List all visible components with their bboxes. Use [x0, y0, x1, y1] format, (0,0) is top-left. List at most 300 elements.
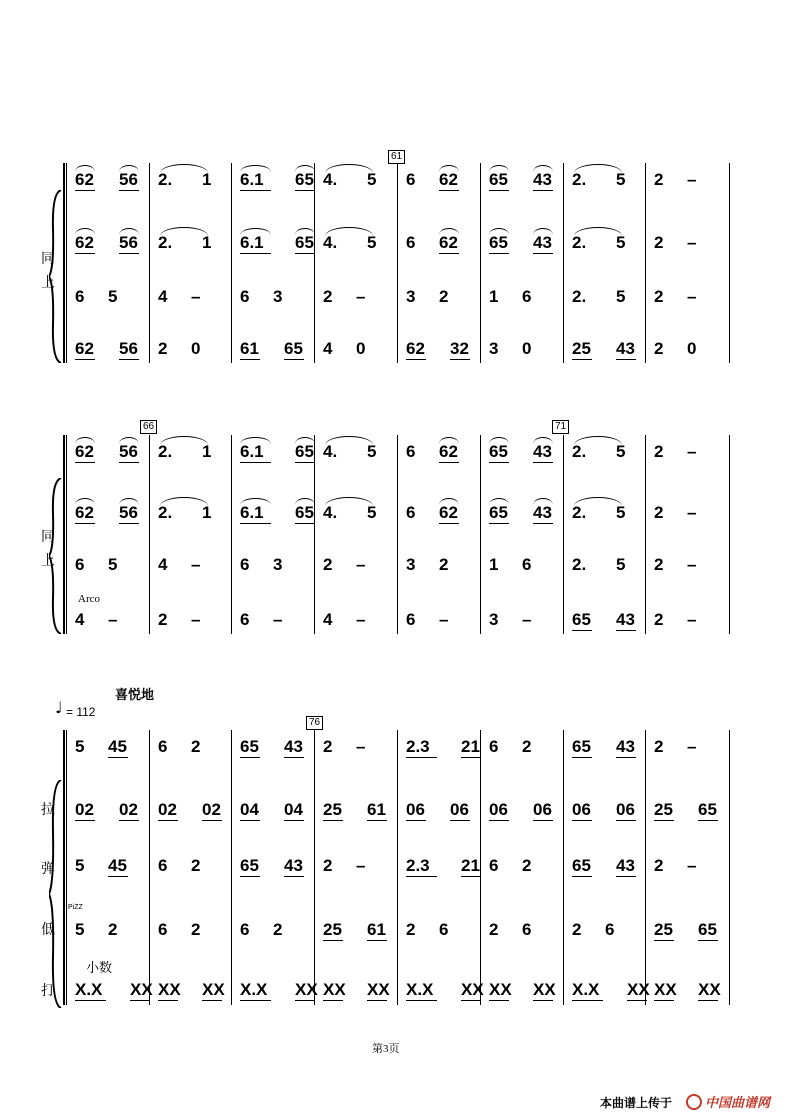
- system2-row1-m0-g0-beam: [75, 523, 95, 524]
- system2-row0-m1-g0: 2.: [158, 442, 173, 461]
- system1-row1-m2-g1-beam: [295, 253, 315, 254]
- system3-row1-m4-g0-beam: [406, 820, 426, 821]
- system1-row0-m3-tie: [325, 164, 373, 173]
- system2-row1-m1-g1: 1: [202, 503, 212, 522]
- system3-row2-m4-g0: 2.3: [406, 856, 430, 875]
- system3-row0-m2-g0-beam: [240, 757, 260, 758]
- system2-row0-m2-g0-beam: [240, 462, 271, 463]
- system1-row0-m7-g1: –: [687, 170, 697, 189]
- label-s3-1: 拉: [41, 801, 55, 817]
- system1-row3-m0-g0: 62: [75, 339, 94, 358]
- system2-row1-m6-g1: 5: [616, 503, 626, 522]
- system1-row0-m6-g0: 2.: [572, 170, 587, 189]
- system3-row3-m4-g1: 6: [439, 920, 449, 939]
- rehearsal-mark-71: 71: [552, 420, 569, 434]
- system1-row3-m4-g1: 32: [450, 339, 469, 358]
- system2-row1-m5-g0-beam: [489, 523, 509, 524]
- system1-row3-m2-g1-beam: [284, 359, 304, 360]
- system3-row2-m7-g1: –: [687, 856, 697, 875]
- system2-row3-m5-g1: –: [522, 610, 532, 629]
- system1-row1-m4-g1-beam: [439, 253, 459, 254]
- system3-row4-m6-g1: XX: [627, 980, 650, 999]
- system2-row1-m2-g1: 65: [295, 503, 314, 522]
- system2-row1-m2-g1-beam: [295, 523, 315, 524]
- system3-row3-m7-g1: 65: [698, 920, 717, 939]
- system3-row0-m6-g0: 65: [572, 737, 591, 756]
- system3-row0-m3-g0: 2: [323, 737, 333, 756]
- system3-row4-m6-g0: X.X: [572, 980, 600, 999]
- system3-row0-m7-g1: –: [687, 737, 697, 756]
- system1-row2-m3-g1: –: [356, 287, 366, 306]
- system1-row0-m5-g1: 43: [533, 170, 552, 189]
- system2-row0-m5-g1-beam: [533, 462, 553, 463]
- system1-row2-m2-g1: 3: [273, 287, 283, 306]
- tempo-expression: 喜悦地: [115, 687, 155, 702]
- system3-barline-2: [231, 730, 232, 1005]
- system2-row0-m5-g0-slur: [489, 437, 509, 444]
- system3-row2-m1-g1: 2: [191, 856, 201, 875]
- system1-barline-6: [563, 163, 564, 363]
- system1-row3-m5-g1: 0: [522, 339, 532, 358]
- system2-barline-6: [563, 435, 564, 634]
- label-s3-2: 弹: [41, 860, 55, 876]
- system1-row3-m7-g1: 0: [687, 339, 697, 358]
- system2-row0-m0-g0-slur: [75, 437, 95, 444]
- system2-row3-m6-g0-beam: [572, 630, 592, 631]
- system3-row1-m3-g1-beam: [367, 820, 387, 821]
- system1-row3-m0-g1-beam: [119, 359, 139, 360]
- system3-row4-m4-g0-beam: [406, 1000, 437, 1001]
- system3-row0-m4-g0-beam: [406, 757, 437, 758]
- system1-row1-m1-g1: 1: [202, 233, 212, 252]
- system2-row3-m6-g1: 43: [616, 610, 635, 629]
- system1-row1-m2-g0-beam: [240, 253, 271, 254]
- system3-row1-m3-g1: 61: [367, 800, 386, 819]
- system1-row3-m4-g0: 62: [406, 339, 425, 358]
- system2-row3-m4-g1: –: [439, 610, 449, 629]
- system3-row4-m1-g1-beam: [202, 1000, 222, 1001]
- system2-row0-m0-g0: 62: [75, 442, 94, 461]
- system1-row1-m5-g0: 65: [489, 233, 508, 252]
- system3-row1-m6-g0: 06: [572, 800, 591, 819]
- system3-row1-m5-g0-beam: [489, 820, 509, 821]
- system3-row1-m5-g0: 06: [489, 800, 508, 819]
- system2-row1-m0-g0-slur: [75, 498, 95, 505]
- system3-row4-m0-g1-beam: [130, 1000, 150, 1001]
- system3-row3-m7-g0-beam: [654, 940, 674, 941]
- system2-row0-m5-g0: 65: [489, 442, 508, 461]
- system3-barline-6: [563, 730, 564, 1005]
- system3-row1-m4-g1-beam: [450, 820, 470, 821]
- label-s2-2: 上: [41, 552, 55, 568]
- system2-barline-1: [149, 435, 150, 634]
- system1-row1-m0-g1-beam: [119, 253, 139, 254]
- system1-row1-m2-g0: 6.1: [240, 233, 264, 252]
- system1-barline-5: [480, 163, 481, 363]
- system1-row2-m5-g1: 6: [522, 287, 532, 306]
- system2-row0-m2-g1: 65: [295, 442, 314, 461]
- system1-row0-m7-g0: 2: [654, 170, 664, 189]
- system1-row0-m0-g1: 56: [119, 170, 138, 189]
- system2-row0-m2-g0-slur: [240, 437, 271, 444]
- system3-row3-m7-g1-beam: [698, 940, 718, 941]
- system3-row0-m0-g0: 5: [75, 737, 85, 756]
- system1-row2-m6-g1: 5: [616, 287, 626, 306]
- system3-row3-m3-g0-beam: [323, 940, 343, 941]
- system1-row2-m0-g0: 6: [75, 287, 85, 306]
- system2-row1-m4-g1-slur: [439, 498, 459, 505]
- system3-row2-m6-g1-beam: [616, 876, 636, 877]
- system3-row2-m0-g1-beam: [108, 876, 128, 877]
- system3-row4-m4-g1: XX: [461, 980, 484, 999]
- system3-row4-m7-g1-beam: [698, 1000, 718, 1001]
- system2-row0-m4-g1: 62: [439, 442, 458, 461]
- system3-row4-m4-g0: X.X: [406, 980, 434, 999]
- label-s1-1: 同: [41, 250, 55, 266]
- system3-row4-m0-g1: XX: [130, 980, 153, 999]
- system2-row1-m0-g1: 56: [119, 503, 138, 522]
- system3-row4-m7-g0-beam: [654, 1000, 674, 1001]
- system3-row1-m5-g1: 06: [533, 800, 552, 819]
- system3-row0-m2-g1-beam: [284, 757, 304, 758]
- system2-row1-m2-g0-slur: [240, 498, 271, 505]
- system1-barline-1: [149, 163, 150, 363]
- system1-row1-m1-g0: 2.: [158, 233, 173, 252]
- system3-barline-8: [729, 730, 730, 1005]
- system2-row1-m4-g1-beam: [439, 523, 459, 524]
- system1-row0-m5-g1-beam: [533, 190, 553, 191]
- system3-left-rule: [63, 730, 65, 1005]
- system3-barline-1: [149, 730, 150, 1005]
- system1-row0-m0-g1-beam: [119, 190, 139, 191]
- system1-row2-m3-g0: 2: [323, 287, 333, 306]
- system3-row1-m6-g1: 06: [616, 800, 635, 819]
- system1-row1-m6-g1: 5: [616, 233, 626, 252]
- system3-row4-m5-g0: XX: [489, 980, 512, 999]
- system2-row1-m6-tie: [574, 497, 622, 506]
- system3-row4-m6-g0-beam: [572, 1000, 603, 1001]
- system3-row1-m1-g1-beam: [202, 820, 222, 821]
- system3-row1-m4-g0: 06: [406, 800, 425, 819]
- system2-row3-m2-g1: –: [273, 610, 283, 629]
- system1-row3-m6-g0: 25: [572, 339, 591, 358]
- system3-row2-m6-g1: 43: [616, 856, 635, 875]
- system1-row2-m6-g0: 2.: [572, 287, 587, 306]
- system3-row1-m6-g0-beam: [572, 820, 592, 821]
- system2-row2-m6-g1: 5: [616, 555, 626, 574]
- system3-row3-m1-g0: 6: [158, 920, 168, 939]
- system3-row4-m0-g0: X.X: [75, 980, 103, 999]
- system1-row0-m3-g0: 4.: [323, 170, 338, 189]
- system2-row0-m7-g0: 2: [654, 442, 664, 461]
- system1-row2-m5-g0: 1: [489, 287, 499, 306]
- system1-row3-m6-g1: 43: [616, 339, 635, 358]
- system3-row1-m2-g1: 04: [284, 800, 303, 819]
- system3-row1-m7-g0-beam: [654, 820, 674, 821]
- system3-row3-m3-g1: 61: [367, 920, 386, 939]
- system1-row2-m4-g1: 2: [439, 287, 449, 306]
- system3-row3-m6-g0: 2: [572, 920, 582, 939]
- system3-row0-m2-g1: 43: [284, 737, 303, 756]
- system3-row0-m6-g1-beam: [616, 757, 636, 758]
- system3-row4-m0-g0-beam: [75, 1000, 106, 1001]
- system3-row0-m4-g0: 2.3: [406, 737, 430, 756]
- system3-row0-m6-g0-beam: [572, 757, 592, 758]
- system1-row1-m0-g0-slur: [75, 228, 95, 235]
- system1-row3-m3-g1: 0: [356, 339, 366, 358]
- system2-row1-m2-g0-beam: [240, 523, 271, 524]
- system1-row1-m3-tie: [325, 227, 373, 236]
- system1-row1-m2-g1-slur: [295, 228, 315, 235]
- system3-row1-m0-g0-beam: [75, 820, 95, 821]
- system1-row0-m0-g0-slur: [75, 165, 95, 172]
- system2-row2-m3-g0: 2: [323, 555, 333, 574]
- system2-row1-m2-g1-slur: [295, 498, 315, 505]
- system3-row3-m0-g1: 2: [108, 920, 118, 939]
- system1-row2-m1-g0: 4: [158, 287, 168, 306]
- system3-row2-m5-g0: 6: [489, 856, 499, 875]
- system2-row0-m7-g1: –: [687, 442, 697, 461]
- system3-row2-m0-g0: 5: [75, 856, 85, 875]
- system1-row1-m0-g0: 62: [75, 233, 94, 252]
- system1-barline-0: [66, 163, 67, 363]
- system3-row1-m0-g1: 02: [119, 800, 138, 819]
- system2-row1-m2-g0: 6.1: [240, 503, 264, 522]
- system1-row3-m0-g1: 56: [119, 339, 138, 358]
- system2-row0-m4-g1-beam: [439, 462, 459, 463]
- page-number: 第3页: [372, 1043, 400, 1055]
- system2-row3-m7-g1: –: [687, 610, 697, 629]
- system2-row1-m0-g1-beam: [119, 523, 139, 524]
- system2-row0-m0-g1-slur: [119, 437, 139, 444]
- system2-row1-m5-g0: 65: [489, 503, 508, 522]
- system3-row0-m4-g1-beam: [461, 757, 481, 758]
- system3-row2-m0-g1: 45: [108, 856, 127, 875]
- system3-row4-m1-g0-beam: [158, 1000, 178, 1001]
- system3-row4-m3-g0: XX: [323, 980, 346, 999]
- system3-row0-m6-g1: 43: [616, 737, 635, 756]
- system1-row1-m3-g0: 4.: [323, 233, 338, 252]
- system1-row3-m2-g0: 61: [240, 339, 259, 358]
- system3-row2-m3-g1: –: [356, 856, 366, 875]
- system1-row1-m7-g1: –: [687, 233, 697, 252]
- system3-row3-m5-g0: 2: [489, 920, 499, 939]
- system2-row1-m1-g0: 2.: [158, 503, 173, 522]
- system2-row0-m3-tie: [325, 436, 373, 445]
- system3-row2-m5-g1: 2: [522, 856, 532, 875]
- system2-row2-m2-g0: 6: [240, 555, 250, 574]
- system2-row0-m1-g1: 1: [202, 442, 212, 461]
- system2-row3-m6-g0: 65: [572, 610, 591, 629]
- system3-row3-m3-g0: 25: [323, 920, 342, 939]
- system3-row1-m2-g0: 04: [240, 800, 259, 819]
- system2-row0-m2-g0: 6.1: [240, 442, 264, 461]
- system1-row3-m4-g0-beam: [406, 359, 426, 360]
- system3-row0-m2-g0: 65: [240, 737, 259, 756]
- system3-row1-m1-g0-beam: [158, 820, 178, 821]
- system3-row1-m5-g1-beam: [533, 820, 553, 821]
- system2-row1-m7-g1: –: [687, 503, 697, 522]
- system1-barline-4: [397, 163, 398, 363]
- system3-row4-m5-g0-beam: [489, 1000, 509, 1001]
- system2-row1-m5-g1-slur: [533, 498, 553, 505]
- system1-row1-m0-g0-beam: [75, 253, 95, 254]
- tempo-value: = 112: [66, 705, 96, 719]
- system3-row0-m1-g1: 2: [191, 737, 201, 756]
- system2-barline-3: [314, 435, 315, 634]
- system3-row2-m2-g0-beam: [240, 876, 260, 877]
- system3-barline-7: [645, 730, 646, 1005]
- system2-row3-m7-g0: 2: [654, 610, 664, 629]
- system1-row0-m5-g0-slur: [489, 165, 509, 172]
- system2-row2-m4-g0: 3: [406, 555, 416, 574]
- system3-row1-m7-g1: 65: [698, 800, 717, 819]
- system2-row2-m5-g0: 1: [489, 555, 499, 574]
- system1-row0-m2-g1-beam: [295, 190, 315, 191]
- system3-row2-m2-g1-beam: [284, 876, 304, 877]
- system2-row1-m3-g1: 5: [367, 503, 377, 522]
- system2-barline-5: [480, 435, 481, 634]
- system3-row4-m2-g0: X.X: [240, 980, 268, 999]
- system1-row3-m2-g1: 65: [284, 339, 303, 358]
- system1-row0-m5-g0: 65: [489, 170, 508, 189]
- system2-row0-m6-g0: 2.: [572, 442, 587, 461]
- system3-row2-m3-g0: 2: [323, 856, 333, 875]
- system3-barline-5: [480, 730, 481, 1005]
- system1-barline-7: [645, 163, 646, 363]
- system2-row3-m2-g0: 6: [240, 610, 250, 629]
- system3-row4-m7-g1: XX: [698, 980, 721, 999]
- system3-row0-m7-g0: 2: [654, 737, 664, 756]
- system2-row0-m3-g1: 5: [367, 442, 377, 461]
- system3-row0-m3-g1: –: [356, 737, 366, 756]
- system3-row2-m7-g0: 2: [654, 856, 664, 875]
- system3-row3-m7-g0: 25: [654, 920, 673, 939]
- system3-row4-m3-g0-beam: [323, 1000, 343, 1001]
- system3-row3-m4-g0: 2: [406, 920, 416, 939]
- label-s1-2: 上: [41, 274, 55, 290]
- system3-row3-m2-g1: 2: [273, 920, 283, 939]
- system2-row2-m2-g1: 3: [273, 555, 283, 574]
- system1-barline-2: [231, 163, 232, 363]
- label-s2-1: 同: [41, 528, 55, 544]
- system2-barline-4: [397, 435, 398, 634]
- system2-row1-m1-tie: [160, 497, 208, 506]
- system2-row0-m5-g1-slur: [533, 437, 553, 444]
- system3-row1-m0-g1-beam: [119, 820, 139, 821]
- system3-row0-m5-g0: 6: [489, 737, 499, 756]
- system3-row2-m2-g1: 43: [284, 856, 303, 875]
- system1-row1-m2-g1: 65: [295, 233, 314, 252]
- system2-row0-m0-g0-beam: [75, 462, 95, 463]
- footer-site-logo: 中国曲谱网: [705, 1095, 771, 1110]
- system1-row1-m7-g0: 2: [654, 233, 664, 252]
- system2-row0-m6-g1: 5: [616, 442, 626, 461]
- system2-row0-m2-g1-beam: [295, 462, 315, 463]
- label-s3-3: 低: [41, 921, 55, 937]
- system3-row4-m2-g1-beam: [295, 1000, 315, 1001]
- system3-row1-m4-g1: 06: [450, 800, 469, 819]
- system3-row2-m4-g0-beam: [406, 876, 437, 877]
- system1-row1-m5-g0-beam: [489, 253, 509, 254]
- system3-row2-m4-g1: 21: [461, 856, 480, 875]
- system2-row0-m0-g1-beam: [119, 462, 139, 463]
- system1-row1-m4-g1: 62: [439, 233, 458, 252]
- system1-row1-m5-g0-slur: [489, 228, 509, 235]
- system3-row0-m0-g1: 45: [108, 737, 127, 756]
- system1-row3-m2-g0-beam: [240, 359, 260, 360]
- site-logo-icon: [686, 1094, 702, 1110]
- system3-row2-m4-g1-beam: [461, 876, 481, 877]
- system1-row3-m6-g1-beam: [616, 359, 636, 360]
- system3-barline-4: [397, 730, 398, 1005]
- system3-row1-m3-g0: 25: [323, 800, 342, 819]
- system3-row1-m1-g1: 02: [202, 800, 221, 819]
- system3-row3-m3-g1-beam: [367, 940, 387, 941]
- system3-row3-m5-g1: 6: [522, 920, 532, 939]
- system2-row1-m0-g1-slur: [119, 498, 139, 505]
- system2-row2-m7-g0: 2: [654, 555, 664, 574]
- system2-row0-m4-g1-slur: [439, 437, 459, 444]
- system1-row0-m0-g0: 62: [75, 170, 94, 189]
- system2-row0-m0-g1: 56: [119, 442, 138, 461]
- system3-row2-m1-g0: 6: [158, 856, 168, 875]
- system2-row3-m6-g1-beam: [616, 630, 636, 631]
- system1-left-rule: [63, 163, 65, 363]
- system3-row0-m5-g1: 2: [522, 737, 532, 756]
- system2-row2-m3-g1: –: [356, 555, 366, 574]
- system2-row0-m5-g1: 43: [533, 442, 552, 461]
- system2-row1-m3-tie: [325, 497, 373, 506]
- system2-row0-m5-g0-beam: [489, 462, 509, 463]
- system1-row0-m0-g1-slur: [119, 165, 139, 172]
- system2-barline-2: [231, 435, 232, 634]
- system1-row0-m1-g0: 2.: [158, 170, 173, 189]
- system2-row1-m5-g0-slur: [489, 498, 509, 505]
- system3-row4-m3-g1: XX: [367, 980, 390, 999]
- system1-row2-m1-g1: –: [191, 287, 201, 306]
- system1-row0-m4-g0: 6: [406, 170, 416, 189]
- annotation-snare: 小数: [86, 960, 113, 975]
- system3-row1-m2-g0-beam: [240, 820, 260, 821]
- system3-row1-m0-g0: 02: [75, 800, 94, 819]
- rehearsal-mark-76: 76: [306, 716, 323, 730]
- system2-row3-m3-g1: –: [356, 610, 366, 629]
- system3-row4-m4-g1-beam: [461, 1000, 481, 1001]
- system3-row3-m0-g0: 5: [75, 920, 85, 939]
- system2-row2-m1-g1: –: [191, 555, 201, 574]
- system1-row3-m4-g1-beam: [450, 359, 470, 360]
- system3-row1-m3-g0-beam: [323, 820, 343, 821]
- system1-barline-8: [729, 163, 730, 363]
- system1-row0-m4-g1-slur: [439, 165, 459, 172]
- system2-barline-0: [66, 435, 67, 634]
- system3-row0-m1-g0: 6: [158, 737, 168, 756]
- system1-row1-m2-g0-slur: [240, 228, 271, 235]
- system3-barline-0: [66, 730, 67, 1005]
- system1-row3-m7-g0: 2: [654, 339, 664, 358]
- system1-row1-m5-g1-beam: [533, 253, 553, 254]
- system3-row2-m2-g0: 65: [240, 856, 259, 875]
- system2-row1-m6-g0: 2.: [572, 503, 587, 522]
- system1-row0-m1-g1: 1: [202, 170, 212, 189]
- system2-barline-8: [729, 435, 730, 634]
- system2-row2-m5-g1: 6: [522, 555, 532, 574]
- system3-row4-m3-g1-beam: [367, 1000, 387, 1001]
- system1-row3-m0-g0-beam: [75, 359, 95, 360]
- system1-row2-m7-g0: 2: [654, 287, 664, 306]
- system3-row0-m4-g1: 21: [461, 737, 480, 756]
